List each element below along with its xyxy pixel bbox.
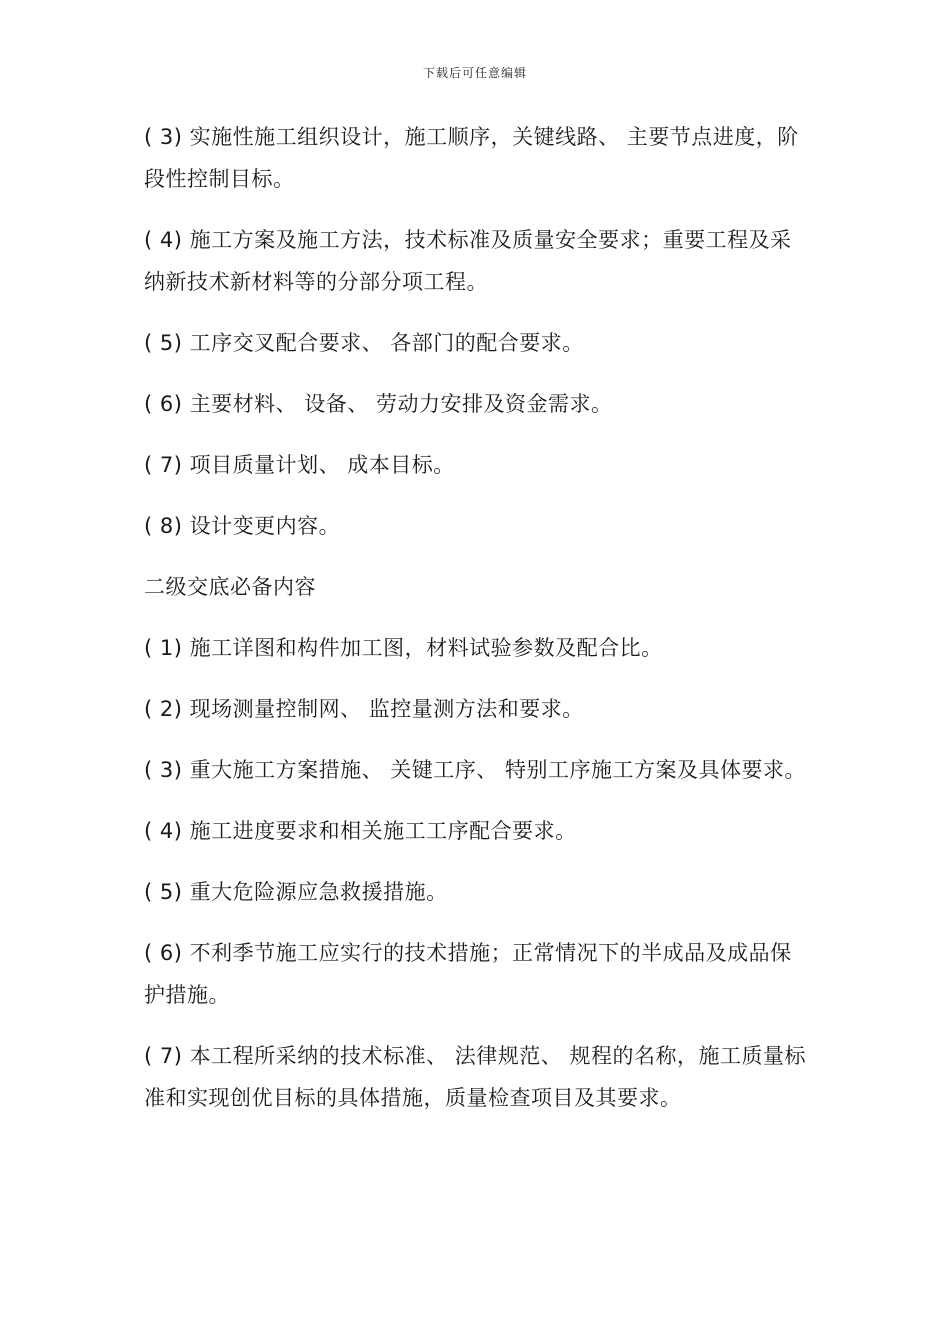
paragraph-item: ( 5) 重大危险源应急救援措施。 (144, 880, 448, 904)
paragraph-item: ( 7) 项目质量计划、 成本目标。 (144, 453, 455, 477)
paragraph-item: ( 6) 不利季节施工应实行的技术措施；正常情况下的半成品及成品保护措施。 (144, 941, 792, 1007)
paragraph-item: ( 5) 工序交叉配合要求、 各部门的配合要求。 (144, 331, 584, 355)
paragraph-item: ( 6) 主要材料、 设备、 劳动力安排及资金需求。 (144, 392, 613, 416)
paragraph-item: ( 1) 施工详图和构件加工图，材料试验参数及配合比。 (144, 636, 663, 660)
paragraph-item: ( 3) 重大施工方案措施、 关键工序、 特别工序施工方案及具体要求。 (144, 758, 806, 782)
paragraph-item: ( 2) 现场测量控制网、 监控量测方法和要求。 (144, 697, 584, 721)
paragraph-item: ( 3) 实施性施工组织设计，施工顺序，关键线路、 主要节点进度，阶段性控制目标。 (144, 125, 799, 191)
document-body (144, 116, 808, 1138)
paragraph-item: ( 7) 本工程所采纳的技术标准、 法律规范、 规程的名称，施工质量标准和实现创优目标的具体措施，质量检查项目及其要求。 (144, 1044, 806, 1110)
paragraph-item: ( 4) 施工进度要求和相关施工工序配合要求。 (144, 819, 577, 843)
section-heading: 二级交底必备内容 (144, 575, 316, 599)
page-header: 下载后可任意编辑 (422, 66, 527, 80)
paragraph-item: ( 4) 施工方案及施工方法，技术标准及质量安全要求；重要工程及采纳新技术新材料等的分部分项工程。 (144, 228, 792, 294)
paragraph-item: ( 8) 设计变更内容。 (144, 514, 341, 538)
